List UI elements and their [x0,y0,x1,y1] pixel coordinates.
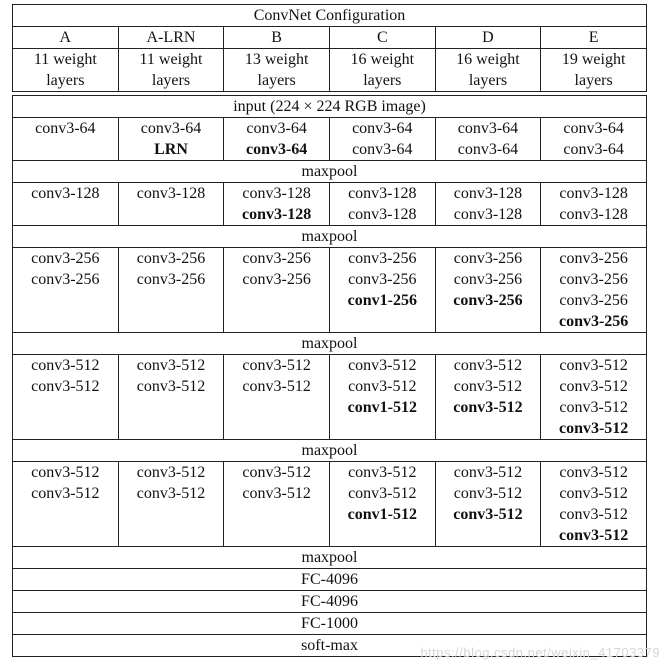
layer-label: conv3-512 [136,357,206,374]
layer-label: conv3-64 [352,120,413,137]
conv-block-cell [224,462,330,547]
conv-block-cell [435,248,541,333]
layer-label: conv1-512 [347,506,417,523]
layer-label: 16 weight [350,51,415,68]
config-desc [13,49,119,92]
layer-label: layers [257,72,296,89]
layer-label: conv3-512 [348,378,417,395]
layer-label: conv3-256 [559,292,628,309]
tail-layer-row [13,591,647,613]
conv-block-cell [13,183,119,226]
conv-block-cell [435,462,541,547]
layer-label: conv3-512 [31,378,100,395]
conv-block-row [13,118,647,161]
input-row-row [13,96,647,118]
layer-label: conv3-512 [559,378,628,395]
config-desc-row [13,49,647,92]
layer-label: conv3-512 [242,357,311,374]
layer-label: layers [363,72,402,89]
layer-label: conv1-256 [347,292,417,309]
layer-label: conv3-512 [558,420,629,437]
layer-label: conv3-64 [245,141,308,158]
tail-layer-row [13,613,647,635]
layer-label: conv3-64 [457,120,519,137]
layer-label: conv3-256 [348,250,417,267]
maxpool: maxpool [13,161,647,183]
layer-label: conv3-512 [453,485,523,502]
layer-label: conv3-512 [453,506,523,523]
conv-block-cell [435,355,541,440]
layer-label: conv3-512 [453,399,523,416]
config-name: A [13,27,119,49]
conv-block-cell [329,462,435,547]
layer-label: conv3-512 [136,464,206,481]
layer-label: layers [574,72,613,89]
layer-label: conv3-512 [558,527,629,544]
layer-label: conv3-512 [348,485,417,502]
watermark: https://blog.csdn.net/weixin_41703379 [420,645,660,660]
conv-block-row [13,183,647,226]
layer-label: conv3-256 [242,250,311,267]
conv-block-cell [435,118,541,161]
conv-block-row [13,462,647,547]
conv-block-row [13,355,647,440]
layer-label: conv3-128 [348,206,417,223]
config-name: E [541,27,647,49]
conv-block-cell [329,183,435,226]
layer-label: conv3-512 [31,485,100,502]
layer-label: conv3-512 [242,485,311,502]
layer-label: conv3-512 [348,464,417,481]
conv-block-cell [13,355,119,440]
layer-label: conv3-256 [31,271,100,288]
conv-block-cell [541,355,647,440]
layer-label: layers [46,72,85,89]
layer-label: conv3-128 [453,206,523,223]
conv-block-cell [224,183,330,226]
layer-label: conv3-512 [559,506,628,523]
maxpool: maxpool [13,440,647,462]
conv-block-cell [329,118,435,161]
layer-label: conv3-256 [453,271,523,288]
conv-block-cell [13,118,119,161]
layer-label: conv3-512 [31,357,100,374]
layer-label: conv3-64 [246,120,307,137]
config-desc [329,49,435,92]
conv-block-cell [118,118,224,161]
layer-label: conv3-512 [559,464,628,481]
layer-label: 13 weight [244,51,309,68]
maxpool-row [13,226,647,248]
conv-block-cell [541,462,647,547]
layer-label: conv3-512 [559,357,628,374]
layer-label: conv3-256 [559,250,628,267]
layer-label: conv3-256 [559,271,628,288]
layer-label: conv3-64 [352,141,413,158]
conv-block-cell [118,248,224,333]
conv-block-cell [224,248,330,333]
layer-label: LRN [154,141,188,158]
tail-layer-row [13,569,647,591]
conv-block-cell [224,118,330,161]
layer-label: conv3-128 [559,185,628,202]
layer-label: conv3-128 [453,185,523,202]
config-desc [224,49,330,92]
layer-label: layers [151,72,191,89]
maxpool-row [13,547,647,569]
layer-label: conv3-128 [348,185,417,202]
config-name-row [13,27,647,49]
layer-label: conv3-64 [140,120,202,137]
input-row: input (224 × 224 RGB image) [13,96,647,118]
layer-label: conv3-512 [136,485,206,502]
layer-label: conv3-512 [559,485,628,502]
layer-label: conv3-256 [136,271,206,288]
conv-block-cell [118,462,224,547]
maxpool-row [13,161,647,183]
layer-label: conv3-512 [453,357,523,374]
maxpool: maxpool [13,547,647,569]
layer-label: conv3-128 [559,206,628,223]
layer-label: conv3-128 [242,185,311,202]
layer-label: conv3-256 [242,271,311,288]
config-name: B [224,27,330,49]
layer-label: conv3-64 [563,120,624,137]
tail-layer: FC-1000 [13,613,647,635]
layer-label: conv3-512 [348,357,417,374]
config-name: C [329,27,435,49]
conv-block-cell [435,183,541,226]
layer-label: 11 weight [33,51,97,68]
layer-label: conv3-512 [242,464,311,481]
config-desc [118,49,224,92]
config-desc [435,49,541,92]
conv-block-cell [118,183,224,226]
layer-label: 19 weight [561,51,626,68]
config-desc [541,49,647,92]
maxpool: maxpool [13,226,647,248]
convnet-config-table [12,4,647,657]
config-name: A-LRN [118,27,224,49]
layer-label: conv3-128 [31,185,100,202]
layer-label: layers [468,72,508,89]
maxpool: maxpool [13,333,647,355]
convnet-config-table-wrap [12,4,647,657]
layer-label: conv3-256 [453,292,523,309]
layer-label: conv3-256 [348,271,417,288]
conv-block-cell [13,462,119,547]
conv-block-cell [541,248,647,333]
table-title: ConvNet Configuration [13,5,647,27]
layer-label: conv3-256 [558,313,629,330]
tail-layer: FC-4096 [13,569,647,591]
table-title-row [13,5,647,27]
layer-label: conv3-64 [457,141,519,158]
tail-layer: FC-4096 [13,591,647,613]
conv-block-cell [329,355,435,440]
config-name: D [435,27,541,49]
tail-layer: soft-max [13,635,647,657]
layer-label: conv1-512 [347,399,417,416]
layer-label: conv3-256 [453,250,523,267]
layer-label: conv3-512 [453,464,523,481]
layer-label: conv3-256 [136,250,206,267]
conv-block-cell [118,355,224,440]
layer-label: conv3-512 [31,464,100,481]
conv-block-cell [541,118,647,161]
layer-label: conv3-512 [136,378,206,395]
maxpool-row [13,333,647,355]
maxpool-row [13,440,647,462]
layer-label: conv3-128 [241,206,312,223]
layer-label: conv3-256 [31,250,100,267]
layer-label: conv3-512 [559,399,628,416]
layer-label: conv3-128 [136,185,206,202]
conv-block-cell [541,183,647,226]
layer-label: 11 weight [139,51,203,68]
layer-label: conv3-64 [35,120,96,137]
layer-label: conv3-512 [242,378,311,395]
conv-block-cell [13,248,119,333]
conv-block-cell [329,248,435,333]
layer-label: conv3-512 [453,378,523,395]
conv-block-cell [224,355,330,440]
layer-label: 16 weight [456,51,520,68]
conv-block-row [13,248,647,333]
layer-label: conv3-64 [563,141,624,158]
